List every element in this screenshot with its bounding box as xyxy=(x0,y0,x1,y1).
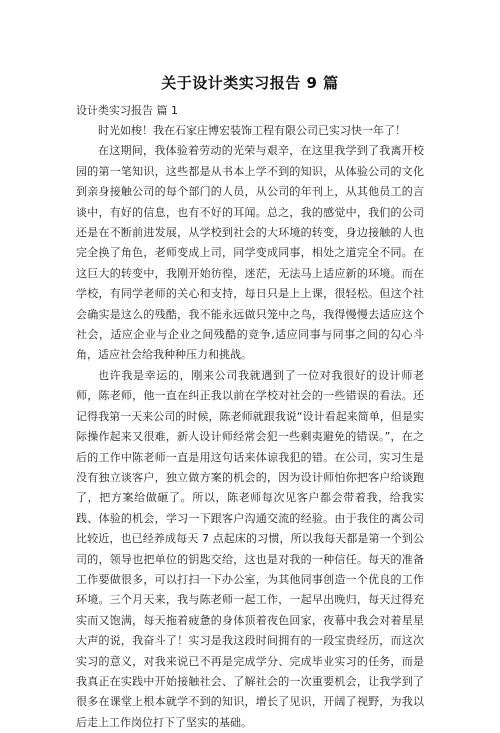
document-body xyxy=(76,121,424,733)
document-title: 关于设计类实习报告 9 篇 xyxy=(161,74,339,92)
paragraph-3: 也许我是幸运的，刚来公司我就遇到了一位对我很好的设计师老师，陈老师，他一直在纠正我以前在学校对社会的一些错误的看法。还记得我第一天来公司的时候，陈老师就跟我说“设计看起来简单，但是实际操作起来又很难，新人设计师经常会犯一些剩夷避免的错误。”，在之后的工作中陈老师一直是用这句话来体谅我犯的错。在公司，实习生是没有独立谈客户，独立做方案的机会的，因为设计师怕你把客户给谈跑了，把方案给做砸了。所以，陈老师每次见客户都会带着我，给我实践、体验的机会，学习一下跟客户沟通交流的经验。由于我住的离公司比较近，也已经养成每天 7 点起床的习惯，所以我每天都是第一个到公司的，领导也把单位的钥匙交给，这也是对我的一种信任。每天的准备工作要做很多，可以打扫一下办公室，为其他同事创造一个优良的工作环境。三个月天来，我与陈老师一起工作，一起早出晚归，每天过得充实而又饱满，每天拖着疲惫的身体顶着夜色回家，夜幕中我会对着星星大声的说，我奋斗了！实习是我这段时间拥有的一段宝贵经历，而这次实习的意义，对我来说已不再是完成学分、完成毕业实习的任务，而是我真正在实践中开始接触社会、了解社会的一次重要机会，让我学到了很多在课堂上根本就学不到的知识，增长了见识，开阔了视野，为我以后走上工作岗位打下了坚实的基础。 xyxy=(76,368,424,729)
paragraph-1: 时光如梭！我在石家庄博宏装饰工程有限公司已实习快一年了！ xyxy=(98,124,406,137)
section-heading: 设计类实习报告 篇 1 xyxy=(76,104,178,117)
paragraph-2: 在这期间，我体验着劳动的光荣与艰辛，在这里我学到了我离开校园的第一笔知识，这些都是从书本上学不到的知识，从体验公司的文化到亲身接触公司的每个部门的人员，从公司的年刊上，从其他员工的言谈中，有好的信息，也有不好的耳闻。总之，我的感觉中，我们的公司还是在不断前进发展，从学校到社会的大环境的转变，身边接触的人也完全换了角色，老师变成上司，同学变成同事，相处之道完全不同。在这巨大的转变中，我刚开始彷徨，迷茫，无法马上适应新的环境。而在学校，有同学老师的关心和支持，每日只是上上课，很轻松。但这个社会确实是这么的残酷，我不能永远做只笼中之鸟，我得慢慢去适应这个社会，适应企业与企业之间残酷的竞争,适应同事与同事之间的勾心斗角，适应社会给我种种压力和挑战。 xyxy=(76,144,424,362)
